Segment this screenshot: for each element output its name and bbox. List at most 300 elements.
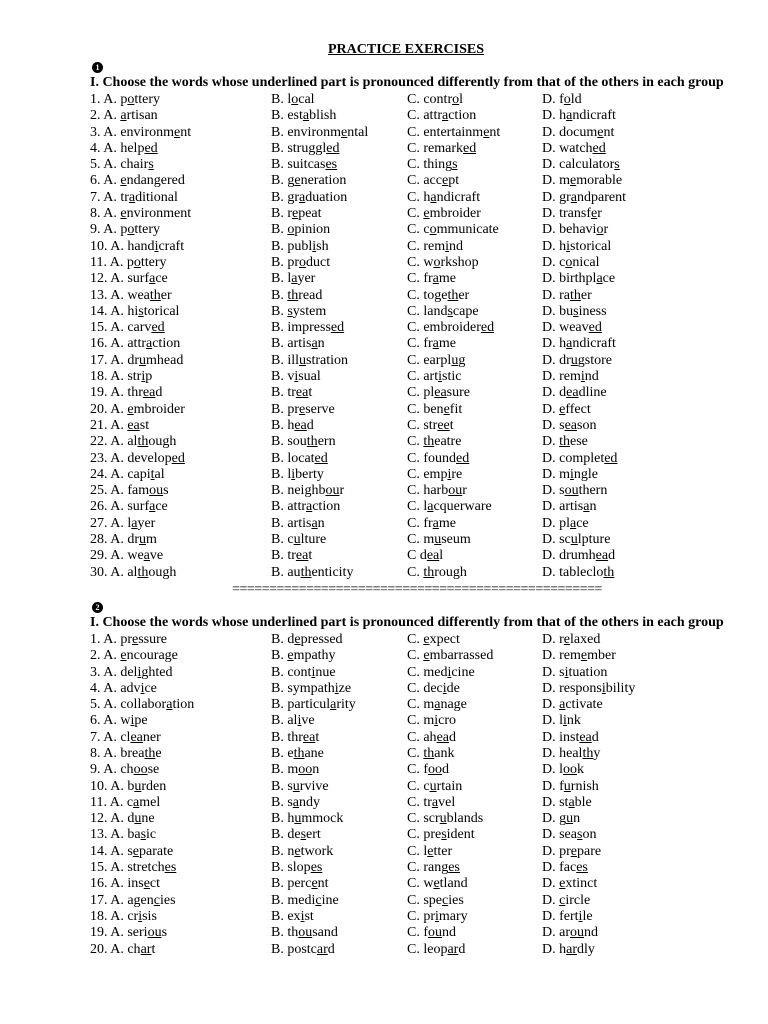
option-d: D. weaved: [542, 320, 602, 336]
underlined-part: ed: [462, 140, 477, 156]
option-b: B. preserve: [271, 401, 335, 417]
option-a: 18. A. strip: [90, 369, 153, 385]
section-2-rows: [90, 632, 750, 958]
underlined-part: oo: [563, 762, 577, 778]
underlined-part: a: [432, 271, 439, 287]
option-d: D. season: [542, 417, 597, 433]
underlined-part: e: [132, 631, 139, 647]
option-d: D. conical: [542, 254, 600, 270]
option-c: C. medicine: [407, 664, 475, 680]
underlined-part: o: [563, 92, 571, 107]
underlined-part: ea: [130, 729, 143, 745]
section-1-question-row: [90, 288, 750, 304]
option-d: D. handicraft: [542, 108, 616, 124]
underlined-part: a: [566, 108, 573, 124]
underlined-part: c: [153, 892, 160, 908]
section-1-question-row: [90, 451, 750, 467]
option-d: D. remember: [542, 648, 616, 664]
option-b: B. neighbour: [271, 483, 345, 499]
underlined-part: o: [565, 254, 573, 270]
underlined-part: s: [577, 827, 583, 843]
section-1-question-row: [90, 353, 750, 369]
option-c: C. control: [407, 92, 463, 107]
option-a: 12. A. dune: [90, 811, 155, 827]
option-b: B. continue: [271, 664, 336, 680]
option-a: 16. A. attraction: [90, 336, 181, 352]
underlined-part: s: [138, 303, 144, 319]
option-b: B. empathy: [271, 648, 336, 664]
option-a: 3. A. environment: [90, 124, 192, 140]
option-b: B. moon: [271, 762, 320, 778]
underlined-part: ed: [604, 450, 618, 466]
underlined-part: a: [120, 108, 127, 124]
option-c: C. handicraft: [407, 189, 481, 205]
underlined-part: e: [433, 876, 440, 892]
option-b: B. artisan: [271, 515, 325, 531]
option-d: D. behavior: [542, 222, 609, 238]
underlined-part: ea: [127, 417, 140, 433]
option-a: 3. A. delighted: [90, 664, 173, 680]
underlined-part: u: [439, 811, 447, 827]
option-c: C. frame: [407, 515, 456, 531]
option-d: D. around: [542, 925, 598, 941]
underlined-part: a: [291, 271, 298, 287]
option-b: B. alive: [271, 713, 315, 729]
underlined-part: u: [570, 352, 578, 368]
underlined-part: i: [601, 680, 606, 696]
underlined-part: ed: [592, 140, 606, 156]
option-c: C. empire: [407, 466, 463, 482]
underlined-part: ou: [428, 925, 442, 941]
option-a: 17. A. agencies: [90, 892, 176, 908]
section-1-question-row: [90, 385, 750, 401]
underlined-part: i: [311, 664, 316, 680]
section-1-question-row: [90, 239, 750, 255]
underlined-part: a: [432, 336, 439, 352]
underlined-part: ou: [298, 925, 313, 941]
option-d: D. link: [542, 713, 581, 729]
underlined-part: s: [140, 827, 147, 843]
option-d: D. watched: [542, 140, 606, 156]
underlined-part: i: [578, 908, 583, 924]
underlined-part: u: [292, 778, 300, 794]
underlined-part: u: [570, 532, 578, 548]
option-a: 6. A. endangered: [90, 173, 185, 189]
underlined-part: ee: [437, 417, 450, 433]
option-b: B. treat: [271, 385, 313, 401]
underlined-part: e: [120, 173, 127, 189]
option-b: B. system: [271, 303, 327, 319]
option-a: 11. A. pottery: [90, 254, 167, 270]
option-d: D. fold: [542, 92, 582, 107]
option-d: D. furnish: [542, 778, 599, 794]
option-b: B. liberty: [271, 466, 324, 482]
underlined-part: ea: [566, 385, 579, 401]
option-b: B. publish: [271, 238, 329, 254]
option-a: 4. A. advice: [90, 680, 157, 696]
option-b: B. layer: [271, 271, 316, 287]
underlined-part: s: [573, 303, 579, 319]
option-c: C. founded: [407, 450, 470, 466]
underlined-part: a: [432, 515, 439, 531]
option-c: C. species: [407, 892, 464, 908]
option-c: C. wetland: [407, 876, 468, 892]
underlined-part: e: [294, 173, 301, 189]
option-b: B. threat: [271, 729, 320, 745]
option-b: B. opinion: [271, 222, 331, 238]
underlined-part: ed: [151, 320, 165, 336]
page-title: PRACTICE EXERCISES: [328, 42, 484, 57]
section-1-question-row: [90, 222, 750, 238]
underlined-part: th: [149, 287, 161, 303]
underlined-part: u: [139, 532, 146, 548]
option-b: B. attraction: [271, 499, 341, 515]
section-1-question-row: [90, 434, 750, 450]
underlined-part: o: [433, 254, 441, 270]
document-page: [90, 42, 750, 958]
option-c: C. earplug: [407, 352, 466, 368]
option-d: D. grandparent: [542, 189, 626, 205]
underlined-part: s: [452, 157, 458, 173]
underlined-part: ou: [325, 483, 340, 499]
option-d: D. gun: [542, 811, 581, 827]
underlined-part: e: [483, 124, 490, 140]
underlined-part: u: [299, 352, 307, 368]
underlined-part: u: [134, 778, 142, 794]
option-a: 8. A. breathe: [90, 745, 162, 761]
underlined-part: a: [596, 271, 603, 287]
option-a: 15. A. stretches: [90, 860, 177, 876]
underlined-part: s: [447, 303, 453, 319]
section-2-instruction: I. Choose the words whose underlined part is pronounced differently from that of the others in each group: [90, 614, 724, 630]
option-d: D. deadline: [542, 385, 607, 401]
option-c: C. theatre: [407, 434, 462, 450]
option-a: 20. A. embroider: [90, 401, 185, 417]
option-a: 10. A. burden: [90, 778, 167, 794]
option-d: D. artisan: [542, 499, 597, 515]
option-c: C. travel: [407, 794, 456, 810]
underlined-part: ea: [295, 548, 309, 564]
section-1-question-row: [90, 173, 750, 189]
option-d: D. handicraft: [542, 336, 616, 352]
underlined-part: c: [559, 892, 566, 908]
separator-line: ==================================================: [232, 581, 602, 597]
option-b: B. graduation: [271, 189, 348, 205]
option-c: C. remarked: [407, 140, 477, 156]
underlined-part: u: [293, 532, 301, 548]
option-d: D. drumhead: [542, 548, 616, 564]
option-c: C. lacquerware: [407, 499, 492, 515]
underlined-part: ed: [314, 450, 328, 466]
underlined-part: a: [330, 697, 337, 713]
option-a: 10. A. handicraft: [90, 238, 185, 254]
section-1-question-row: [90, 157, 750, 173]
option-a: 19. A. serious: [90, 925, 168, 941]
underlined-part: e: [341, 124, 348, 140]
underlined-part: a: [306, 499, 313, 515]
underlined-part: i: [570, 466, 574, 482]
option-c: C. ranges: [407, 860, 460, 876]
option-c: C. communicate: [407, 222, 499, 238]
option-b: B. medicine: [271, 892, 339, 908]
option-c: C. things: [407, 157, 458, 173]
underlined-part: ea: [294, 417, 307, 433]
option-a: 8. A. environment: [90, 206, 192, 222]
option-a: 19. A. thread: [90, 385, 163, 401]
underlined-part: i: [334, 680, 339, 696]
section-1-marker: 1: [92, 62, 103, 73]
underlined-part: i: [435, 908, 439, 924]
underlined-part: th: [144, 745, 156, 761]
option-a: 25. A. famous: [90, 483, 169, 499]
option-d: D. completed: [542, 450, 618, 466]
underlined-part: a: [133, 794, 140, 810]
underlined-part: i: [291, 466, 296, 482]
option-c: C. museum: [407, 532, 471, 548]
underlined-part: i: [154, 238, 159, 254]
option-a: 23. A. developed: [90, 450, 185, 466]
underlined-part: i: [434, 713, 439, 729]
option-a: 16. A. insect: [90, 876, 161, 892]
option-d: D. document: [542, 124, 615, 140]
option-c: C. remind: [407, 238, 463, 254]
underlined-part: c: [442, 892, 449, 908]
option-c: C. entertainment: [407, 124, 501, 140]
underlined-part: e: [563, 631, 570, 647]
option-d: D. business: [542, 303, 607, 319]
underlined-part: a: [559, 697, 566, 713]
section-2-question-row: [90, 697, 750, 713]
underlined-part: o: [596, 222, 604, 238]
underlined-part: th: [423, 564, 435, 580]
underlined-part: i: [130, 713, 135, 729]
option-d: D. memorable: [542, 173, 623, 189]
underlined-part: a: [568, 794, 575, 810]
option-a: 30. A. although: [90, 564, 177, 580]
option-d: D. relaxed: [542, 631, 601, 647]
option-c: C. food: [407, 762, 449, 778]
option-b: B. visual: [271, 369, 321, 385]
underlined-part: i: [563, 713, 567, 729]
underlined-part: e: [580, 648, 588, 664]
option-d: D. stable: [542, 794, 592, 810]
section-2-question-row: [90, 632, 750, 648]
option-a: 1. A. pressure: [90, 631, 167, 647]
underlined-part: es: [164, 860, 177, 876]
underlined-part: u: [434, 532, 442, 548]
section-2-question-row: [90, 681, 750, 697]
section-1-question-row: [90, 92, 750, 108]
option-c: C. street: [407, 417, 454, 433]
option-b: B. artisan: [271, 336, 325, 352]
option-c: C. workshop: [407, 254, 479, 270]
section-1-question-row: [90, 190, 750, 206]
option-b: B. establish: [271, 108, 337, 124]
underlined-part: ed: [144, 140, 158, 156]
option-c: C. benefit: [407, 401, 463, 417]
option-a: 13. A. weather: [90, 287, 172, 303]
underlined-part: e: [120, 648, 127, 664]
option-c: C. frame: [407, 336, 456, 352]
option-a: 9. A. choose: [90, 762, 160, 778]
underlined-part: a: [302, 108, 310, 124]
section-2-question-row: [90, 746, 750, 762]
underlined-part: c: [315, 892, 322, 908]
option-c: C. curtain: [407, 778, 463, 794]
underlined-part: e: [294, 631, 301, 647]
underlined-part: e: [559, 401, 566, 417]
option-b: B. local: [271, 92, 315, 107]
section-2-question-row: [90, 893, 750, 909]
option-a: 6. A. wipe: [90, 713, 148, 729]
option-c: C. embroider: [407, 206, 481, 222]
underlined-part: i: [294, 369, 299, 385]
underlined-part: s: [300, 827, 307, 843]
underlined-part: ed: [326, 140, 340, 156]
underlined-part: th: [559, 434, 571, 450]
option-d: D. place: [542, 515, 589, 531]
option-a: 24. A. capital: [90, 466, 165, 482]
underlined-part: ea: [564, 417, 577, 433]
option-c: C. attraction: [407, 108, 477, 124]
underlined-part: th: [137, 434, 149, 450]
section-2-question-row: [90, 811, 750, 827]
underlined-part: u: [429, 778, 437, 794]
underlined-part: th: [582, 745, 594, 761]
underlined-part: e: [423, 206, 430, 222]
underlined-part: a: [128, 189, 136, 205]
underlined-part: th: [306, 434, 318, 450]
underlined-part: a: [570, 515, 577, 531]
section-1-question-row: [90, 565, 750, 581]
option-b: B. product: [271, 254, 331, 270]
option-b: B. particularity: [271, 697, 356, 713]
underlined-part: e: [292, 206, 299, 222]
option-d: D. instead: [542, 729, 599, 745]
underlined-part: oo: [298, 762, 313, 778]
option-d: D. these: [542, 434, 588, 450]
underlined-part: ea: [295, 385, 309, 401]
underlined-part: i: [297, 713, 302, 729]
section-1-question-row: [90, 516, 750, 532]
option-c: C. through: [407, 564, 467, 580]
underlined-part: ea: [595, 548, 609, 564]
underlined-part: oo: [428, 762, 442, 778]
option-a: 18. A. crisis: [90, 908, 157, 924]
underlined-part: t: [150, 466, 155, 482]
underlined-part: e: [443, 401, 450, 417]
section-1-question-row: [90, 320, 750, 336]
section-2-question-row: [90, 827, 750, 843]
underlined-part: ed: [330, 320, 345, 336]
underlined-part: i: [566, 238, 571, 254]
underlined-part: e: [597, 124, 604, 140]
option-d: D. birthplace: [542, 271, 616, 287]
option-d: D. effect: [542, 401, 591, 417]
option-a: 5. A. chairs: [90, 157, 154, 173]
section-2-question-row: [90, 876, 750, 892]
section-1-question-row: [90, 108, 750, 124]
underlined-part: ar: [316, 941, 328, 957]
option-c: C. letter: [407, 843, 453, 859]
section-1-rows: [90, 92, 750, 581]
option-a: 13. A. basic: [90, 827, 157, 843]
option-b: B. desert: [271, 827, 321, 843]
underlined-part: i: [140, 680, 145, 696]
underlined-part: e: [570, 843, 577, 859]
option-c: C. thank: [407, 745, 455, 761]
underlined-part: th: [423, 434, 435, 450]
option-a: 28. A. drum: [90, 532, 157, 548]
underlined-part: ou: [570, 925, 584, 941]
option-c: C. harbour: [407, 483, 467, 499]
underlined-part: a: [149, 499, 156, 515]
section-1-question-row: [90, 141, 750, 157]
section-1-question-row: [90, 402, 750, 418]
option-c: C. embroidered: [407, 320, 495, 336]
underlined-part: es: [576, 860, 588, 876]
underlined-part: e: [427, 843, 434, 859]
underlined-part: e: [132, 843, 140, 859]
section-2-question-row: [90, 925, 750, 941]
option-d: D. calculators: [542, 157, 620, 173]
option-c: C. embarrassed: [407, 648, 494, 664]
option-b: B. authenticity: [271, 564, 354, 580]
section-2-question-row: [90, 909, 750, 925]
underlined-part: a: [299, 189, 306, 205]
option-b: B. postcard: [271, 941, 335, 957]
option-a: 27. A. layer: [90, 515, 156, 531]
option-d: D. look: [542, 762, 584, 778]
underlined-part: ou: [149, 483, 164, 499]
option-c: C deal: [407, 548, 444, 564]
option-a: 17. A. drumhead: [90, 352, 184, 368]
underlined-part: oo: [133, 762, 148, 778]
underlined-part: a: [311, 336, 318, 352]
section-2-marker: 2: [92, 602, 103, 613]
option-d: D. faces: [542, 860, 588, 876]
section-2-question-row: [90, 665, 750, 681]
option-b: B. sympathize: [271, 680, 352, 696]
underlined-part: a: [570, 189, 577, 205]
section-1-question-row: [90, 125, 750, 141]
section-1-question-row: [90, 418, 750, 434]
underlined-part: o: [127, 92, 135, 107]
underlined-part: u: [294, 811, 302, 827]
option-a: 2. A. artisan: [90, 108, 158, 124]
underlined-part: s: [614, 157, 620, 173]
underlined-part: o: [133, 254, 141, 270]
section-1-question-row: [90, 532, 750, 548]
option-a: 20. A. chart: [90, 941, 156, 957]
underlined-part: e: [299, 401, 306, 417]
underlined-part: ed: [456, 450, 470, 466]
underlined-part: a: [566, 336, 573, 352]
underlined-part: e: [127, 401, 134, 417]
underlined-part: u: [451, 352, 459, 368]
option-b: B. generation: [271, 173, 347, 189]
option-b: B. slopes: [271, 860, 323, 876]
option-a: 14. A. separate: [90, 843, 174, 859]
option-b: B. thousand: [271, 925, 338, 941]
underlined-part: i: [445, 238, 449, 254]
option-a: 29. A. weave: [90, 548, 164, 564]
option-a: 7. A. cleaner: [90, 729, 161, 745]
option-c: C. landscape: [407, 303, 479, 319]
option-b: B. suitcases: [271, 157, 338, 173]
underlined-part: e: [143, 876, 150, 892]
section-1-question-row: [90, 271, 750, 287]
